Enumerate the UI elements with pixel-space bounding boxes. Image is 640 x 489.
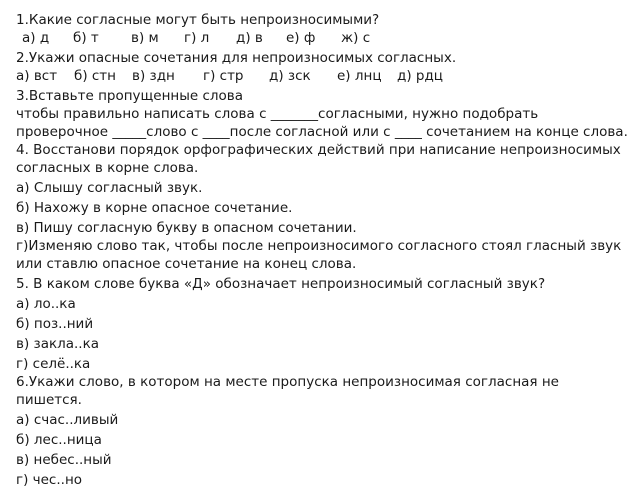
question-6-title: 6.Укажи слово, в котором на месте пропуска непроизносимая согласная не пишется. [16, 374, 559, 408]
question-6-item: в) небес..ный [16, 452, 112, 468]
question-1-option: д) в [236, 30, 263, 46]
question-5-item: а) ло..ка [16, 296, 76, 312]
question-3-title: 3.Вставьте пропущенные слова [16, 88, 244, 104]
question-1-option: г) л [184, 30, 210, 46]
question-4-item: в) Пишу согласную букву в опасном сочетании. [16, 220, 357, 236]
question-2-option: е) лнц [337, 68, 382, 84]
question-6-item: б) лес..ница [16, 432, 102, 448]
question-3-text: чтобы правильно написать слова с _______согласными, нужно подобрать проверочное _____слово с ____после согласной или с ____ сочетанием на конце слова. [16, 106, 628, 140]
question-4-item: г)Изменяю слово так, чтобы после непроизносимого согласного стоял гласный звук или ставлю опасное сочетание на конец слова. [16, 238, 622, 272]
question-1-option: б) т [73, 30, 99, 46]
question-6-item: г) чес..но [16, 472, 83, 488]
question-2-option: б) стн [74, 68, 116, 84]
question-4-title: 4. Восстанови порядок орфографических действий при написание непроизносимых согласных в корне слова. [16, 142, 621, 176]
question-5-item: г) селё..ка [16, 356, 91, 372]
question-1-title: 1.Какие согласные могут быть непроизносимыми? [16, 12, 380, 28]
question-4-item: а) Слышу согласный звук. [16, 180, 203, 196]
question-5-title: 5. В каком слове буква «Д» обозначает непроизносимый согласный звук? [16, 276, 546, 292]
question-1-option: ж) с [341, 30, 371, 46]
question-2-option: в) здн [132, 68, 175, 84]
question-2-option: а) вст [16, 68, 58, 84]
question-2-option: д) зск [269, 68, 311, 84]
question-1-option: е) ф [286, 30, 316, 46]
question-1-option: а) д [22, 30, 50, 46]
question-2-option: г) стр [203, 68, 244, 84]
question-5-item: в) закла..ка [16, 336, 100, 352]
question-6-item: а) счас..ливый [16, 412, 119, 428]
question-1-option: в) м [131, 30, 159, 46]
question-2-options [16, 67, 628, 85]
question-5-item: б) поз..ний [16, 316, 94, 332]
question-1-options [16, 29, 628, 47]
question-2-title: 2.Укажи опасные сочетания для непроизносимых согласных. [16, 50, 457, 66]
question-2-option: д) рдц [397, 68, 443, 84]
question-4-item: б) Нахожу в корне опасное сочетание. [16, 200, 293, 216]
